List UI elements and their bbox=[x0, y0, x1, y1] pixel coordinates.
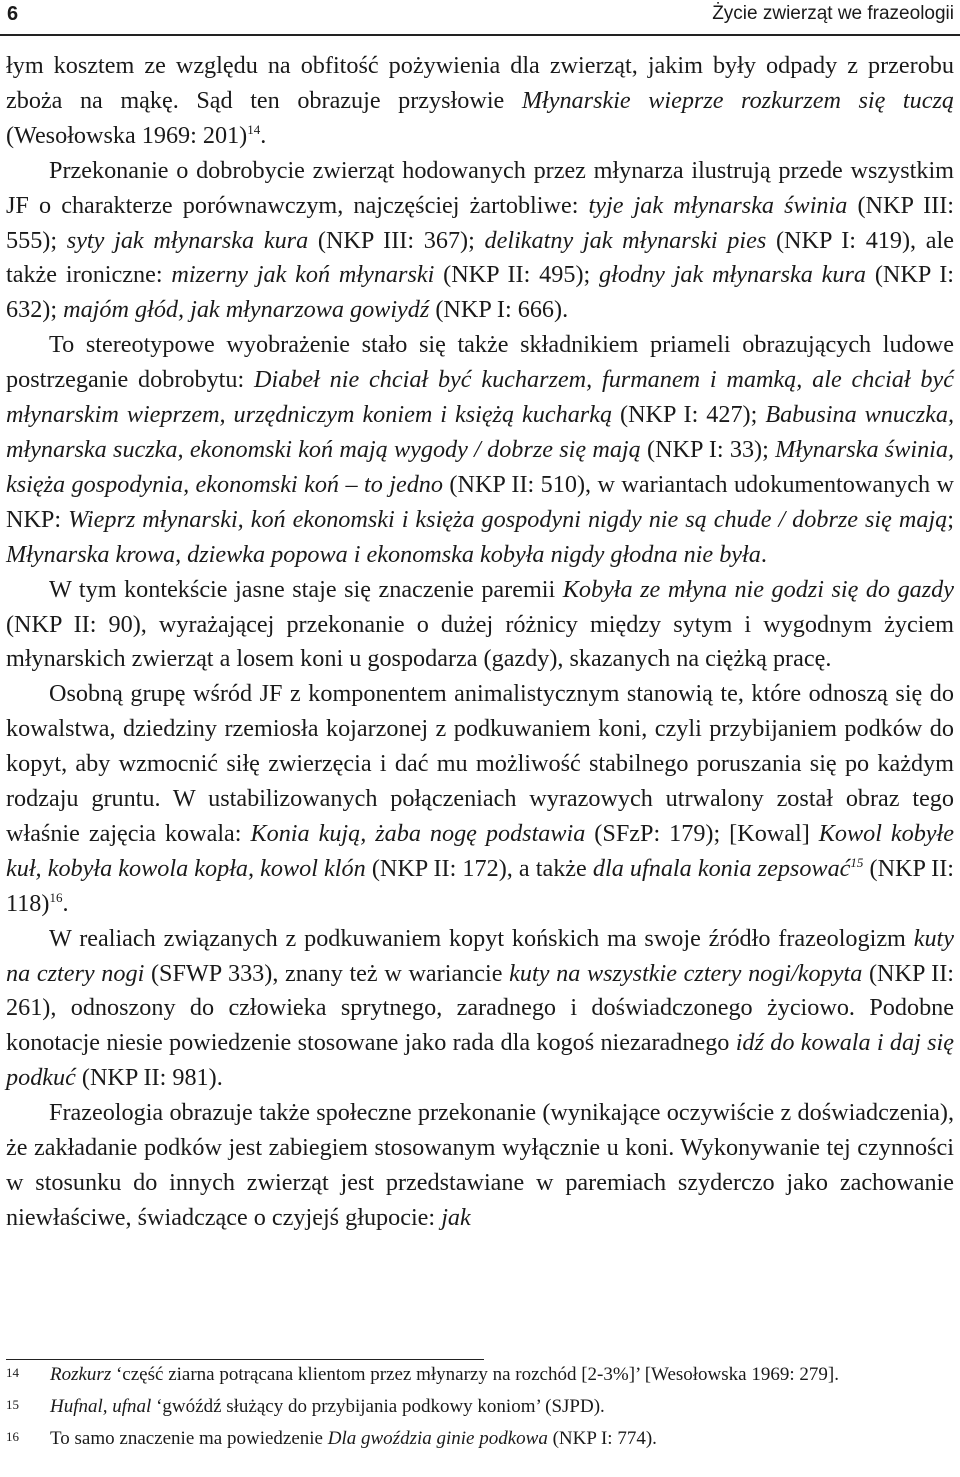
italic-phrase: Dla gwoździa ginie podkowa bbox=[327, 1428, 548, 1449]
paragraph bbox=[6, 922, 954, 1097]
text-run: To samo znaczenie ma powiedzenie bbox=[50, 1428, 328, 1449]
italic-phrase: idź do kowala i daj się podkuć bbox=[6, 1029, 955, 1092]
footnote bbox=[6, 1362, 954, 1388]
text-run: (NKP I: 33); bbox=[640, 435, 776, 463]
italic-phrase: tyje jak młynarska świnia bbox=[588, 191, 848, 219]
footnote-number: 14 bbox=[6, 1365, 19, 1380]
paragraph bbox=[6, 154, 954, 329]
page-number: 6 bbox=[7, 3, 19, 25]
text-run: (NKP I: 419), ale także ironiczne: bbox=[6, 226, 954, 289]
text-run: (NKP I: 427); bbox=[612, 401, 766, 429]
footnote-separator bbox=[6, 1359, 484, 1360]
paragraph bbox=[6, 573, 954, 678]
text-run: ‘gwóźdź służący do przybijania podkowy koniom’ (SJPD). bbox=[151, 1396, 605, 1417]
text-run: . bbox=[760, 540, 767, 568]
text-run: (NKP II: 90), wyrażającej przekonanie o dużej różnicy między sytym i wygodnym życiem młynarskich zwierząt a losem koni u gospodarza (gazdy), skazanych na ciężką pracę. bbox=[6, 610, 954, 673]
running-title: Życie zwierząt we frazeologii bbox=[712, 3, 954, 24]
italic-phrase: Hufnal, ufnal bbox=[50, 1396, 152, 1417]
italic-phrase: majóm głód, jak młynarzowa gowiydź bbox=[63, 296, 430, 324]
text-run: (SFWP 333), znany też w wariancie bbox=[144, 959, 510, 987]
footnote-reference: 15 bbox=[850, 854, 864, 870]
footnote-number: 15 bbox=[6, 1397, 19, 1412]
text-run: (NKP III: 367); bbox=[308, 226, 485, 254]
footnote-reference: 14 bbox=[247, 121, 261, 137]
text-run: Przekonanie o dobrobycie zwierząt hodowanych przez młynarza ilustrują przede wszystkim JF o charakterze porównawczym, najczęściej żartobliwe: bbox=[6, 156, 954, 219]
paragraph bbox=[6, 328, 954, 572]
text-run: (NKP II: 495); bbox=[434, 261, 600, 289]
text-run: (NKP II: 172), a także bbox=[365, 854, 593, 882]
italic-phrase: Kobyła ze młyna nie godzi się do gazdy bbox=[562, 575, 955, 603]
italic-phrase: Diabeł nie chciał być kucharzem, furmanem i mamką, ale chciał być młynarskim wieprzem, urzędniczym koniem i księżą kucharką bbox=[6, 366, 954, 429]
italic-phrase: dla ufnala konia zepsować bbox=[592, 854, 851, 882]
text-run: ‘część ziarna potrącana klientom przez młynarzy na rozchód [2-3%]’ [Wesołowska 1969: 279]. bbox=[111, 1364, 839, 1385]
text-run: (NKP II: 261), odnoszony do człowieka sprytnego, zaradnego i doświadczonego życiowo. Podobne konotacje niesie powiedzenie stosowane jako rada dla kogoś niezaradnego bbox=[6, 959, 955, 1057]
text-run: Osobną grupę wśród JF z komponentem animalistycznym stanowią te, które odnoszą się do kowalstwa, dziedziny rzemiosła kojarzonej z podkuwaniem koni, czyli przybijaniem podków do kopyt, aby wzmocnić siłę zwierzęcia i dać mu możliwość stabilnego poruszania się po każdym rodzaju gruntu. W ustabilizowanych połączeniach wyrazowych utrwalony został obraz tego właśnie zajęcia kowala: bbox=[6, 680, 954, 847]
text-run: (NKP II: 118) bbox=[6, 854, 955, 917]
text-run: (SFzP: 179); [Kowal] bbox=[585, 819, 819, 847]
body-text bbox=[6, 49, 954, 1236]
text-run: (NKP II: 510), w wariantach udokumentowanych w NKP: bbox=[6, 470, 954, 533]
text-run: . bbox=[62, 889, 69, 917]
italic-phrase: Młynarskie wieprze rozkurzem się tuczą bbox=[521, 86, 954, 114]
footnote bbox=[6, 1426, 954, 1452]
italic-phrase: Babusina wnuczka, młynarska suczka, ekonomski koń mają wygody / dobrze się mają bbox=[6, 401, 955, 463]
italic-phrase: jak bbox=[441, 1203, 471, 1231]
text-run: ; bbox=[947, 505, 954, 533]
page-header bbox=[0, 0, 960, 36]
italic-phrase: Młynarska krowa, dziewka popowa i ekonomska kobyła nigdy głodna nie była bbox=[6, 540, 761, 568]
text-run: (NKP I: 774). bbox=[547, 1428, 657, 1449]
footnote-reference: 16 bbox=[49, 889, 63, 905]
text-run: W tym kontekście jasne staje się znaczenie paremii bbox=[49, 575, 563, 603]
italic-phrase: kuty na cztery nogi bbox=[6, 924, 954, 987]
paragraph bbox=[6, 49, 954, 154]
text-run: (NKP II: 981). bbox=[75, 1064, 223, 1092]
text-run: . bbox=[260, 121, 267, 149]
italic-phrase: Wieprz młynarski, koń ekonomski i księża gospodyni nigdy nie są chude / dobrze się mają bbox=[68, 505, 948, 533]
italic-phrase: Młynarska świnia, księża gospodynia, ekonomski koń – to jedno bbox=[6, 435, 955, 498]
text-run: (NKP III: 555); bbox=[6, 191, 955, 254]
footnotes bbox=[6, 1362, 954, 1458]
italic-phrase: Konia kują, żaba nogę podstawia bbox=[250, 819, 586, 847]
text-run: (Wesołowska 1969: 201) bbox=[6, 121, 248, 149]
text-run: To stereotypowe wyobrażenie stało się także składnikiem priameli obrazujących ludowe postrzeganie dobrobytu: bbox=[6, 331, 954, 394]
italic-phrase: kuty na wszystkie cztery nogi/kopyta bbox=[509, 959, 863, 987]
text-run: (NKP I: 666). bbox=[429, 296, 569, 324]
text-run: łym kosztem ze względu na obfitość pożywienia dla zwierząt, jakim były odpady z przerobu zboża na mąkę. Sąd ten obrazuje przysłowie bbox=[6, 52, 954, 114]
paragraph bbox=[6, 1096, 954, 1236]
italic-phrase: syty jak młynarska kura bbox=[66, 226, 309, 254]
footnote-number: 16 bbox=[6, 1429, 19, 1444]
paragraph bbox=[6, 677, 954, 921]
italic-phrase: Rozkurz bbox=[50, 1364, 112, 1385]
italic-phrase: delikatny jak młynarski pies bbox=[484, 226, 767, 254]
italic-phrase: głodny jak młynarska kura bbox=[599, 261, 867, 289]
text-run: W realiach związanych z podkuwaniem kopyt końskich ma swoje źródło frazeologizm bbox=[49, 924, 914, 952]
footnote bbox=[6, 1394, 954, 1420]
italic-phrase: Kowol kobyłe kuł, kobyła kowola kopła, kowol klón bbox=[6, 819, 954, 882]
text-run: Frazeologia obrazuje także społeczne przekonanie (wynikające oczywiście z doświadczenia), że zakładanie podków jest zabiegiem stosowanym wyłącznie u koni. Wykonywanie tej czynności w stosunku do innych zwierząt jest przedstawiane w paremiach szyderczo jako zachowanie niewłaściwe, świadczące o czyjejś głupocie: bbox=[6, 1099, 954, 1231]
text-run: (NKP I: 632); bbox=[6, 261, 954, 324]
italic-phrase: mizerny jak koń młynarski bbox=[171, 261, 435, 289]
